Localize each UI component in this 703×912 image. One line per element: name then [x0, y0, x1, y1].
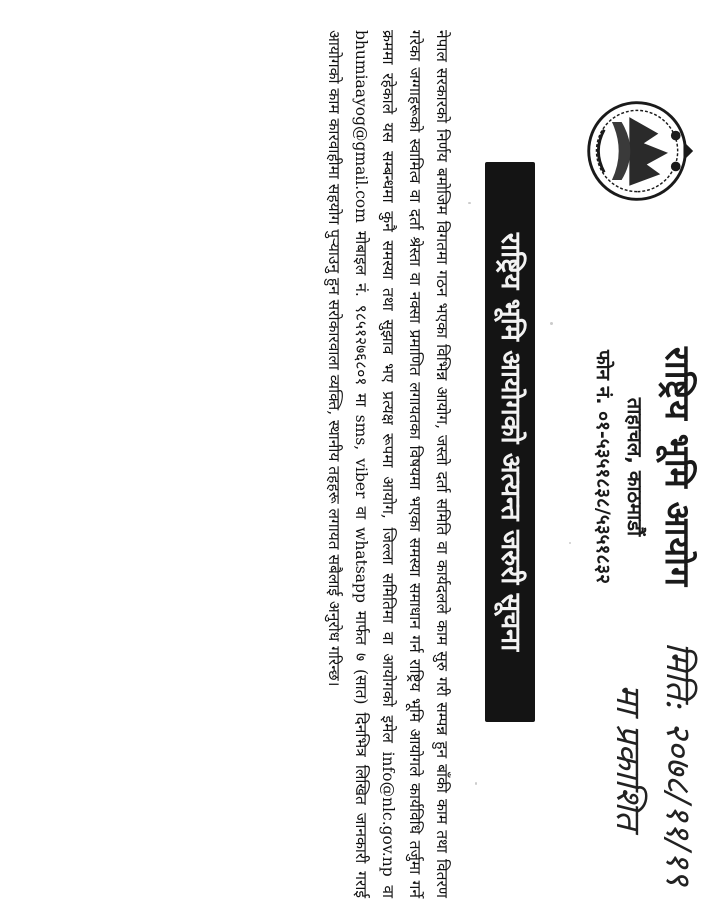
org-location: ताहाचल, काठमाडौं	[623, 397, 647, 537]
notice-header	[463, 22, 703, 902]
nepal-emblem-icon	[581, 92, 697, 210]
print-speck	[475, 782, 477, 785]
org-phone: फोन नं. ०१-५३५१८३८/५३५१८३२	[592, 349, 614, 584]
print-speck	[569, 542, 571, 544]
notice-banner: राष्ट्रिय भूमि आयोगको अत्यन्त जरुरी सूचना	[485, 162, 535, 722]
notice-body: नेपाल सरकारको निर्णय बमोजिम विगतमा गठन भएका विभिन्न आयोग, जस्तो दर्ता समिति वा कार्यदलले काम सुरु गरी सम्पन्न हुन बाँकी काम तथा वितरण गरेका जग्गाहरूको स्वामित्व वा दर्ता श्रेस्ता वा नक्सा प्रमाणित लगायतका विषयमा भएका समस्या समाधान गर्न राष्ट्रिय भूमि आयोगले कार्यविधि तर्जुमा गर्ने क्रममा रहेकाले यस सम्बन्धमा कुनै समस्या तथा सुझाव भए प्रत्यक्ष रूपमा आयोग, जिल्ला समितिमा वा आयोगको इमेल info@nlc.gov.np वा bhumiaayog@gmail.com मोबाइल नं. ९८५१२७६८०१ मा sms, viber वा whatsapp मार्फत ७ (सात) दिनभित्र लिखित जानकारी गराई आयोगको काम कारवाहीमा सहयोग पुऱ्याउनु हुन सरोकारवाला व्यक्ति, स्थानीय तहहरू लगायत सबैलाई अनुरोध गरिन्छ।	[325, 30, 451, 898]
handwritten-date: मिति: २०७८/११/१९	[658, 642, 698, 886]
handwritten-annotation	[583, 642, 703, 912]
print-speck	[468, 202, 471, 204]
org-title: राष्ट्रिय भूमि आयोग	[657, 346, 697, 588]
rotated-notice-clipping	[3, 22, 703, 902]
print-speck	[550, 322, 553, 325]
handwritten-status: मा प्रकाशित	[608, 684, 648, 830]
